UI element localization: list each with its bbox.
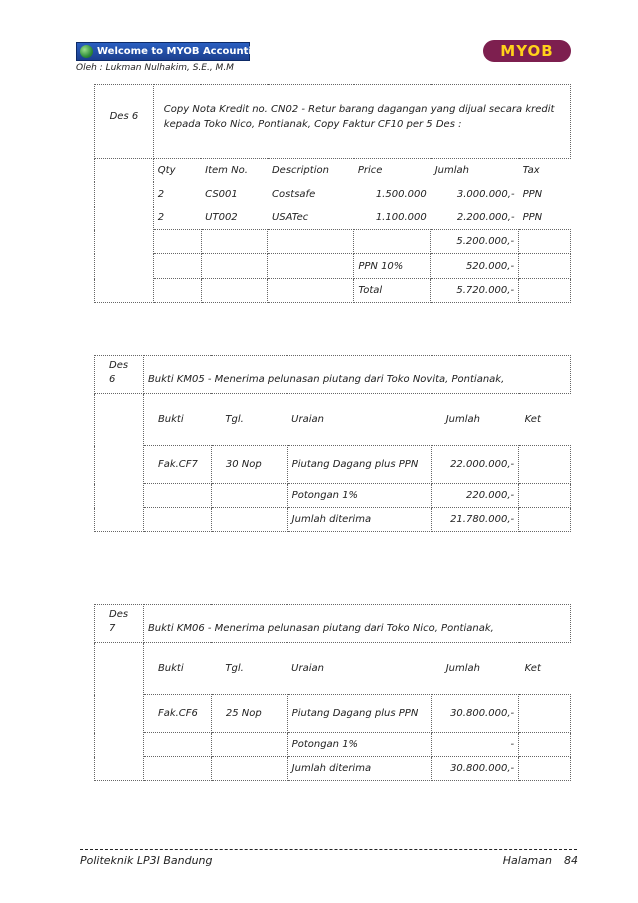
jumlah-cell: 30.800.000,- bbox=[450, 708, 515, 719]
total-label: Total bbox=[354, 279, 431, 303]
date-spacer bbox=[95, 643, 144, 781]
table-row bbox=[95, 182, 571, 207]
table-row bbox=[95, 207, 571, 230]
receipt-km06-table bbox=[94, 604, 571, 781]
col-tax-header: Tax bbox=[522, 164, 540, 176]
footer-divider bbox=[80, 849, 577, 850]
diterima-value: 30.800.000,- bbox=[432, 757, 519, 781]
tax-cell: PPN bbox=[522, 188, 543, 200]
col-jumlah-header: Jumlah bbox=[445, 663, 480, 674]
transaction-title: Bukti KM05 - Menerima pelunasan piutang dari Toko Novita, Pontianak, bbox=[143, 356, 570, 394]
col-bukti-header: Bukti bbox=[157, 663, 184, 674]
potongan-value: - bbox=[432, 733, 519, 757]
qty-cell: 2 bbox=[157, 188, 165, 200]
col-qty-header: Qty bbox=[157, 164, 176, 176]
author-line: Oleh : Lukman Nulhakim, S.E., M.M bbox=[76, 63, 234, 73]
myob-logo: MYOB bbox=[483, 40, 571, 62]
ppn-label: PPN 10% bbox=[354, 254, 431, 279]
date-cell: Des 6 bbox=[95, 356, 144, 394]
footer-institution: Politeknik LP3I Bandung bbox=[80, 854, 213, 867]
tgl-cell: 25 Nop bbox=[225, 708, 262, 719]
item-cell: CS001 bbox=[205, 188, 238, 200]
bukti-cell: Fak.CF7 bbox=[157, 459, 198, 470]
item-cell: UT002 bbox=[205, 212, 238, 224]
col-price-header: Price bbox=[357, 164, 383, 176]
col-jumlah-header: Jumlah bbox=[434, 164, 469, 176]
banner-text: Welcome to MYOB Accounting bbox=[97, 46, 267, 57]
col-ket-header: Ket bbox=[524, 414, 541, 425]
uraian-cell: Piutang Dagang plus PPN bbox=[291, 459, 419, 470]
col-item-header: Item No. bbox=[205, 164, 248, 176]
table-row bbox=[95, 695, 571, 733]
myob-welcome-banner bbox=[76, 42, 267, 61]
subtotal-cell: 5.200.000,- bbox=[431, 230, 519, 254]
jumlah-cell: 2.200.000,- bbox=[456, 212, 515, 224]
diterima-label: Jumlah diterima bbox=[287, 757, 432, 781]
qty-cell: 2 bbox=[157, 212, 165, 224]
credit-note-table bbox=[94, 84, 571, 303]
desc-cell: USATec bbox=[271, 212, 309, 224]
footer-page bbox=[491, 854, 578, 867]
desc-cell: Costsafe bbox=[271, 188, 316, 200]
price-cell: 1.500.000 bbox=[375, 188, 427, 200]
page-label: Halaman bbox=[502, 854, 552, 867]
bukti-cell: Fak.CF6 bbox=[157, 708, 198, 719]
transaction-title: Copy Nota Kredit no. CN02 - Retur barang dagangan yang dijual secara kredit kepada Toko Nico, Pontianak, Copy Faktur CF10 per 5 Des : bbox=[153, 85, 570, 159]
diterima-label: Jumlah diterima bbox=[287, 508, 432, 532]
col-ket-header: Ket bbox=[524, 663, 541, 674]
total-value: 5.720.000,- bbox=[431, 279, 519, 303]
col-tgl-header: Tgl. bbox=[225, 663, 244, 674]
date-spacer bbox=[95, 394, 144, 532]
col-uraian-header: Uraian bbox=[291, 414, 324, 425]
col-tgl-header: Tgl. bbox=[225, 414, 244, 425]
col-desc-header: Description bbox=[271, 164, 329, 176]
col-uraian-header: Uraian bbox=[291, 663, 324, 674]
jumlah-cell: 3.000.000,- bbox=[456, 188, 515, 200]
tgl-cell: 30 Nop bbox=[225, 459, 262, 470]
col-jumlah-header: Jumlah bbox=[445, 414, 480, 425]
date-cell: Des 6 bbox=[95, 85, 154, 159]
diterima-value: 21.780.000,- bbox=[432, 508, 519, 532]
tax-cell: PPN bbox=[522, 212, 543, 224]
date-spacer bbox=[95, 159, 154, 303]
price-cell: 1.100.000 bbox=[375, 212, 427, 224]
potongan-value: 220.000,- bbox=[432, 484, 519, 508]
potongan-label: Potongan 1% bbox=[287, 484, 432, 508]
potongan-label: Potongan 1% bbox=[287, 733, 432, 757]
uraian-cell: Piutang Dagang plus PPN bbox=[291, 708, 419, 719]
ppn-value: 520.000,- bbox=[431, 254, 519, 279]
receipt-km05-table bbox=[94, 355, 571, 532]
page-number: 84 bbox=[564, 854, 578, 867]
transaction-title: Bukti KM06 - Menerima pelunasan piutang dari Toko Nico, Pontianak, bbox=[143, 605, 570, 643]
col-bukti-header: Bukti bbox=[157, 414, 184, 425]
globe-icon bbox=[80, 45, 93, 58]
table-row bbox=[95, 446, 571, 484]
jumlah-cell: 22.000.000,- bbox=[450, 459, 515, 470]
date-cell: Des 7 bbox=[95, 605, 144, 643]
